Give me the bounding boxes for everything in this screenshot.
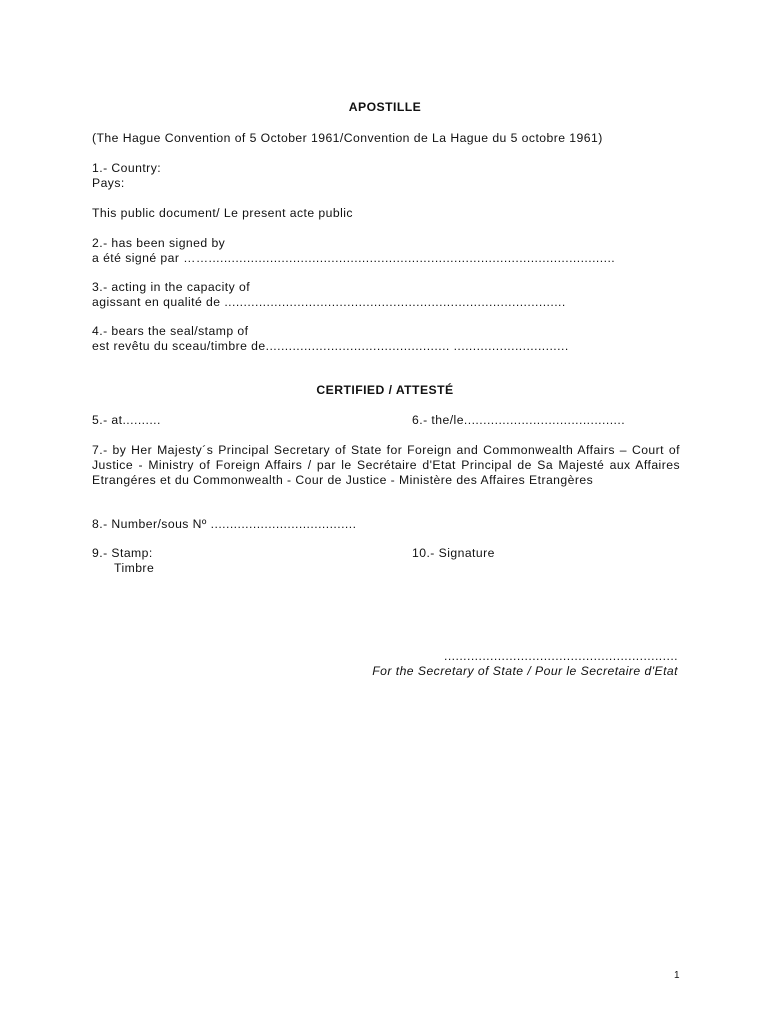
certified-heading: CERTIFIED / ATTESTÉ — [316, 383, 454, 397]
date-field: 6.- the/le.......................................... — [412, 413, 626, 427]
timbre-label: Timbre — [114, 561, 155, 575]
signed-by-label-en: 2.- has been signed by — [92, 236, 226, 250]
issuing-authority-paragraph: 7.- by Her Majesty´s Principal Secretary of State for Foreign and Commonwealth Affairs – Court of Justice - Ministry of Foreign Affairs / par le Secrétaire d'Etat Principal de Sa Majesté aux Affaires Etrangéres et du Commonwealth - Cour de Justice - Ministère des Affaires Etrangères — [92, 443, 680, 487]
capacity-label-fr: agissant en qualité de ......................................................................................... — [92, 295, 566, 309]
capacity-label-en: 3.- acting in the capacity of — [92, 280, 251, 294]
stamp-label: 9.- Stamp: — [92, 546, 153, 560]
signature-dots-line: ............................................................. — [443, 649, 678, 663]
convention-subtitle: (The Hague Convention of 5 October 1961/Convention de La Hague du 5 octobre 1961) — [92, 131, 603, 145]
at-field: 5.- at.......... — [92, 413, 161, 427]
secretary-caption: For the Secretary of State / Pour le Secretaire d'Etat — [372, 664, 678, 678]
seal-label-fr: est revêtu du sceau/timbre de................................................ .............................. — [92, 339, 569, 353]
page-number: 1 — [674, 970, 681, 981]
document-title: APOSTILLE — [348, 100, 422, 114]
country-label-en: 1.- Country: — [92, 161, 162, 175]
seal-label-en: 4.- bears the seal/stamp of — [92, 324, 249, 338]
signed-by-label-fr: a été signé par …….......................................................................................................... — [92, 251, 616, 265]
country-label-fr: Pays: — [92, 176, 125, 190]
number-field: 8.- Number/sous Nº ...................................... — [92, 517, 357, 531]
signature-label: 10.- Signature — [412, 546, 495, 560]
public-document-line: This public document/ Le present acte public — [92, 206, 353, 220]
